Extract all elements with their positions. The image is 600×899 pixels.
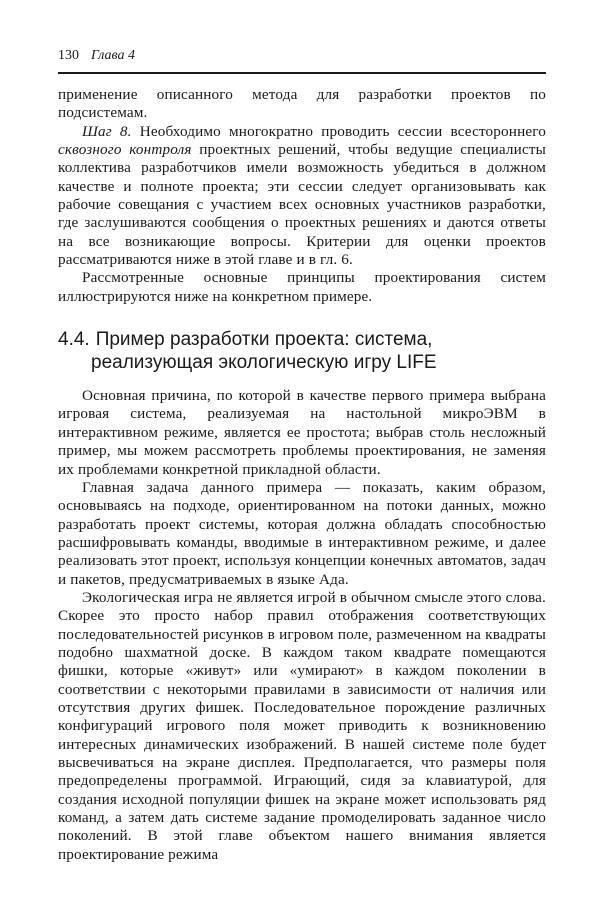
header-rule	[58, 72, 546, 74]
paragraph-continuation: применение описанного метода для разработки проектов по подсистемам.	[58, 86, 546, 122]
step-text-part-1: Необходимо многократно проводить сессии всестороннего	[131, 122, 546, 140]
step-label: Шаг 8.	[82, 122, 132, 140]
section-title-line-1: Пример разработки проекта: система,	[95, 329, 433, 351]
section-number: 4.4.	[58, 329, 90, 351]
paragraph-step-8	[58, 123, 546, 270]
book-page	[58, 48, 546, 864]
running-head	[58, 48, 546, 68]
page-number: 130	[58, 48, 79, 63]
term-through-control: сквозного контроля	[58, 141, 192, 159]
chapter-label: Глава 4	[91, 48, 135, 63]
paragraph-main-reason: Основная причина, по которой в качестве первого примера выбрана игровая система, реализуемая на настольной микроЭВМ в интерактивном режиме, является ее простота; выбрав столь несложный пример, мы можем рассмотреть проблемы проектирования, не заменяя их проблемами конкретной прикладной области.	[58, 387, 546, 478]
section-heading	[58, 328, 546, 374]
paragraph-principles: Рассмотренные основные принципы проектирования систем иллюстрируются ниже на конкретном примере.	[58, 269, 546, 305]
step-text-part-2: проектных решений, чтобы ведущие специалисты коллектива разработчиков имели возможность убедиться в должном качестве и полноте проекта; эти сессии следует организовывать как рабочие совещания с участием всех основных участников разработки, где заслушиваются сообщения о проектных решениях и даются ответы на все возникающие вопросы. Критерии для оценки проектов рассматриваются ниже в этой главе и в гл. 6.	[58, 141, 546, 269]
section-title-line-2: реализующая экологическую игру LIFE	[91, 352, 437, 374]
paragraph-main-task: Главная задача данного примера — показать, каким образом, основываясь на подходе, ориентированном на потоки данных, можно разработать проект системы, которая должна обладать способностью расшифровывать команды, вводимые в интерактивном режиме, и далее реализовать этот проект, используя концепции конечных автоматов, задач и пакетов, предусматриваемых в языке Ада.	[58, 478, 546, 588]
paragraph-life-game: Экологическая игра не является игрой в обычном смысле этого слова. Скорее это просто набор правил отображения соответствующих последовательностей рисунков в игровом поле, размеченном на квадраты подобно шахматной доске. В каждом таком квадрате помещаются фишки, которые «живут» или «умирают» в каждом поколении в соответствии с некоторыми правилами в зависимости от наличия или отсутствия других фишек. Последовательное порождение различных конфигураций игрового поля может приводить к возникновению интересных динамических изображений. В нашей системе поле будет высвечиваться на экране дисплея. Предполагается, что размеры поля предопределены программой. Играющий, сидя за клавиатурой, для создания исходной популяции фишек на экране может использовать ряд команд, а затем дать системе задание промоделировать заданное число поколений. В этой главе объектом нашего внимания является проектирование режима	[58, 588, 546, 863]
